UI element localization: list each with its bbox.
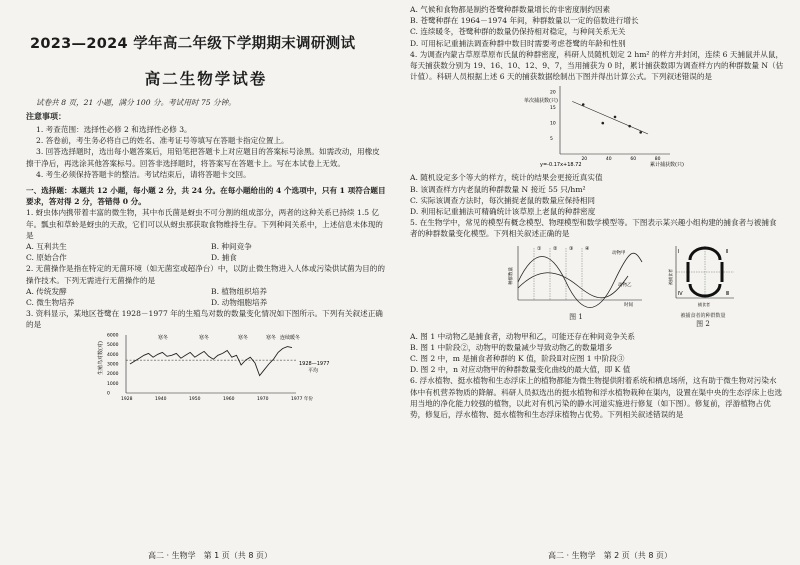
mouse-y-tick: 5: [550, 137, 553, 143]
q4-option-d[interactable]: D. 利用标记重捕法可精确统计该草原上老鼠的种群密度: [410, 207, 596, 217]
question-2-options: [26, 286, 386, 308]
question-5-stem: 5. 在生物学中，常见的模型有概念模型、物理模型和数学模型等。下图表示某兴趣小组构建的捕食者与被捕食者的种群数量变化模型。下列相关叙述正确的是: [410, 218, 777, 239]
heron-y-tick: 3000: [107, 362, 119, 368]
heron-y-ticks: [107, 332, 119, 396]
exam-info: 试卷共 8 页，21 小题，满分 100 分。考试用时 75 分钟。: [36, 98, 236, 107]
fig2-axis-x: 捕食者: [698, 301, 710, 307]
q4-option-c[interactable]: C. 实际该调查方法时，每次捕捉老鼠的数量应保持相同: [410, 195, 596, 205]
q1-option-a[interactable]: A. 互利共生: [26, 242, 67, 252]
q2-option-d[interactable]: D. 动物细胞培养: [211, 298, 268, 308]
fig1-xlabel: 时间: [624, 302, 633, 308]
notice-title: 注意事项：: [26, 111, 66, 121]
fig2-axis-y: 被捕食者: [668, 268, 673, 285]
question-1-options: [26, 241, 386, 263]
mouse-chart-xlabel: 累计捕获数(只): [650, 162, 684, 169]
figure-2: [668, 242, 738, 329]
mouse-x-tick: 80: [654, 157, 661, 163]
heron-x-tick: 1960: [223, 396, 235, 402]
figure-1: [506, 242, 646, 322]
question-4-stem: 4. 为调查内蒙古草原草原布氏鼠的种群密度，科研人员随机划定 2 hm² 的样方并封闭，连续 6 天捕鼠并从鼠，每天捕获数分别为 19、16、10、12、9、7，当用捕获为 0 时，累计捕获数即为调查样方内的种群数量 N（估计值）。科研人员根据上述 6 天的捕获数据绘制出下图并得出计算公式。下列叙述错误的是: [410, 49, 784, 82]
q3-option-d[interactable]: D. 可用标记重捕法调查种群中数目时需要考虑苍鹭的年龄和性别: [410, 38, 626, 48]
heron-x-tick: 1940: [155, 396, 167, 402]
fig1-stage-2: ②: [553, 245, 558, 252]
q3-option-b[interactable]: B. 苍鹭种群在 1964－1974 年间，种群数量以一定的倍数进行增长: [410, 16, 639, 26]
heron-annotation-4: 寒冬: [266, 334, 277, 341]
mouse-chart-svg: [520, 82, 720, 168]
question-3-stem: 3. 资料显示，某地区苍鹭在 1928－1977 年的生殖鸟对数的数量变化情况如下图所示。下列有关叙述正确的是: [26, 309, 383, 330]
heron-chart-ylabel: 生殖鸟对数(对): [98, 340, 104, 375]
fig2-quadrant-2: Ⅱ: [726, 248, 729, 255]
page-footer-right: 高二 · 生物学 第 2 页（共 8 页）: [548, 551, 672, 560]
mouse-y-tick: 20: [550, 91, 556, 97]
question-2-stem: 2. 无菌操作是指在特定的无菌环境（如无菌室或超净台）中，以防止微生物进入人体或污染供试菌为目的的操作技术。下列无需进行无菌操作的是: [26, 264, 385, 285]
fig1-legend-b: 动物乙: [618, 282, 632, 288]
q5-option-c[interactable]: C. 图 2 中，m 是捕食者种群的 K 值，阶段Ⅱ对应图 1 中阶段③: [410, 354, 625, 364]
mouse-point: [639, 131, 642, 134]
fig2-quadrant-1: Ⅰ: [678, 248, 680, 255]
q2-option-b[interactable]: B. 植物组织培养: [211, 286, 267, 296]
figure-2-caption: 被捕食者的种群数量: [680, 312, 726, 319]
mouse-chart-ylabel: 单次捕获数(只): [524, 98, 558, 105]
heron-x-tick: 1977 年份: [291, 396, 313, 402]
question-6-stem: 6. 浮水植物、挺水植物和生态浮床上的植物都能为微生物提供附着系统和栖息场所，这有助于微生物对污染水体中有机营养物质的降解。科研人员拟选出的挺水植物和浮水植物栽种在渠内，设置在渠中央的生态浮床上也选用当地的净化能力较强的植物，以此对有机污染的静水河道实施进行修复（如下图）。修复前，浮游植物占优势，修复后，浮水植物、挺水植物和生态浮床植物占优势。下列相关叙述错误的是: [410, 376, 783, 420]
mouse-y-tick: 10: [550, 122, 556, 128]
mouse-equation: y=-0.17x+18.72: [540, 162, 582, 169]
mouse-point: [628, 125, 631, 128]
notice-4: 4. 考生必须保持答题卡的整洁。考试结束后，请将答题卡交回。: [36, 169, 251, 179]
page-footer-left: 高二 · 生物学 第 1 页（共 8 页）: [148, 551, 272, 560]
fig2-quadrant-3: Ⅲ: [726, 290, 730, 297]
heron-y-tick: 6000: [107, 333, 119, 339]
mouse-x-ticks: [581, 156, 660, 162]
fig2-quadrant-4: Ⅳ: [678, 290, 683, 297]
heron-x-tick: 1928: [121, 396, 133, 402]
heron-annotation-5: 连续暖冬: [280, 334, 301, 341]
mouse-x-tick: 20: [581, 157, 588, 163]
heron-avg-label-2: 平均: [308, 367, 319, 374]
fig1-stage-1: ①: [537, 245, 542, 252]
heron-chart-svg: [96, 331, 346, 403]
q3-option-a[interactable]: A. 气候和食物都是制约苍鹭种群数量增长的非密度制约因素: [410, 5, 611, 14]
heron-y-tick: 4000: [107, 352, 119, 358]
heron-y-tick: 1000: [107, 381, 119, 387]
mouse-point: [582, 104, 585, 107]
heron-annotation-1: 寒冬: [158, 334, 169, 341]
section-heading: 一、选择题：本题共 12 小题，每小题 2 分，共 24 分。在每小题给出的 4 个选项中，只有 1 项符合题目要求，答对得 2 分，答错得 0 分。: [26, 186, 386, 207]
heron-x-tick: 1970: [257, 396, 269, 402]
heron-y-tick: 0: [107, 391, 110, 397]
fig1-stage-3: ③: [569, 245, 574, 252]
mouse-point: [601, 122, 604, 125]
heron-y-tick: 5000: [107, 342, 119, 348]
q3-option-c[interactable]: C. 连续暖冬，苍鹭种群的数量仍保持相对稳定，与种间关系无关: [410, 27, 626, 37]
q5-option-b[interactable]: B. 图 1 中阶段②，动物甲的数量减少导致动物乙的数量增多: [410, 342, 613, 352]
q2-option-c[interactable]: C. 微生物培养: [26, 298, 75, 308]
notice-1: 1. 考查范围：选择性必修 2 和选择性必修 3。: [36, 125, 192, 134]
q5-option-a[interactable]: A. 图 1 中动物乙是捕食者，动物甲和乙，可能还存在种间竞争关系: [410, 331, 635, 341]
q5-option-d[interactable]: D. 图 2 中，n 对应动物甲的种群数量变化曲线的最大值，即 K 值: [410, 365, 631, 375]
mouse-chart: [410, 82, 784, 172]
q4-option-a[interactable]: A. 随机设定多个等大的样方，统计的结果会更接近真实值: [410, 173, 603, 183]
heron-x-ticks: [121, 395, 313, 402]
notice-2: 2. 答卷前，考生务必将自己的姓名、准考证号等填写在答题卡指定位置上。: [36, 136, 289, 146]
mouse-point: [614, 116, 617, 119]
heron-annotation-3: 寒冬: [238, 334, 249, 341]
q1-option-b[interactable]: B. 种间竞争: [211, 242, 252, 252]
page-right: [400, 0, 800, 565]
q1-option-c[interactable]: C. 原始合作: [26, 253, 67, 263]
figure-1-label: 图 1: [569, 312, 583, 321]
q2-option-a[interactable]: A. 传统发酵: [26, 286, 67, 296]
figure-2-svg: [668, 242, 738, 308]
heron-avg-label: 1928—1977: [299, 360, 330, 367]
mouse-y-tick: 15: [550, 106, 556, 112]
q5-figures: [410, 242, 784, 329]
figure-2-label: 图 2: [696, 319, 710, 328]
notice-3: 3. 回答选择题时，选出每小题答案后，用铅笔把答题卡上对应题目的答案标号涂黑。如需改动，用橡皮擦干净后，再选涂其他答案标号。回答非选择题时，将答案写在答题卡上。写在本试卷上无效。: [26, 147, 380, 168]
heron-chart: [26, 331, 386, 407]
q1-option-d[interactable]: D. 捕食: [211, 253, 237, 263]
figure-1-svg: [506, 242, 646, 308]
heron-x-tick: 1950: [189, 396, 201, 402]
mouse-x-tick: 40: [605, 157, 612, 163]
fig1-curve-a: [518, 253, 642, 307]
fig1-legend-a: 动物甲: [612, 250, 626, 256]
heron-y-tick: 2000: [107, 371, 119, 377]
mouse-fit-line: [572, 102, 648, 135]
heron-population-line: [130, 346, 292, 375]
fig1-stage-4: ④: [585, 245, 590, 252]
exam-title: 2023—2024 学年高二年级下学期期末调研测试: [30, 36, 356, 52]
question-1-stem: 1. 蚜虫体内携带着丰富的微生物，其中布氏菌是蚜虫不可分割的组成部分，两者的这种关系已持续 1.5 亿年。瓢虫和草蛉是蚜虫的天敌，它们可以从蚜虫那获取食物维持生存。下列种间关系中，上述信息未体现的是: [26, 208, 383, 240]
q4-option-b[interactable]: B. 该调查样方内老鼠的种群数量 N 接近 55 只/hm²: [410, 184, 586, 194]
heron-annotation-2: 寒冬: [199, 334, 210, 341]
subject-title: 高二生物学试卷: [144, 70, 268, 88]
fig1-ylabel: 种群数量: [509, 266, 514, 285]
mouse-x-tick: 60: [630, 157, 637, 163]
